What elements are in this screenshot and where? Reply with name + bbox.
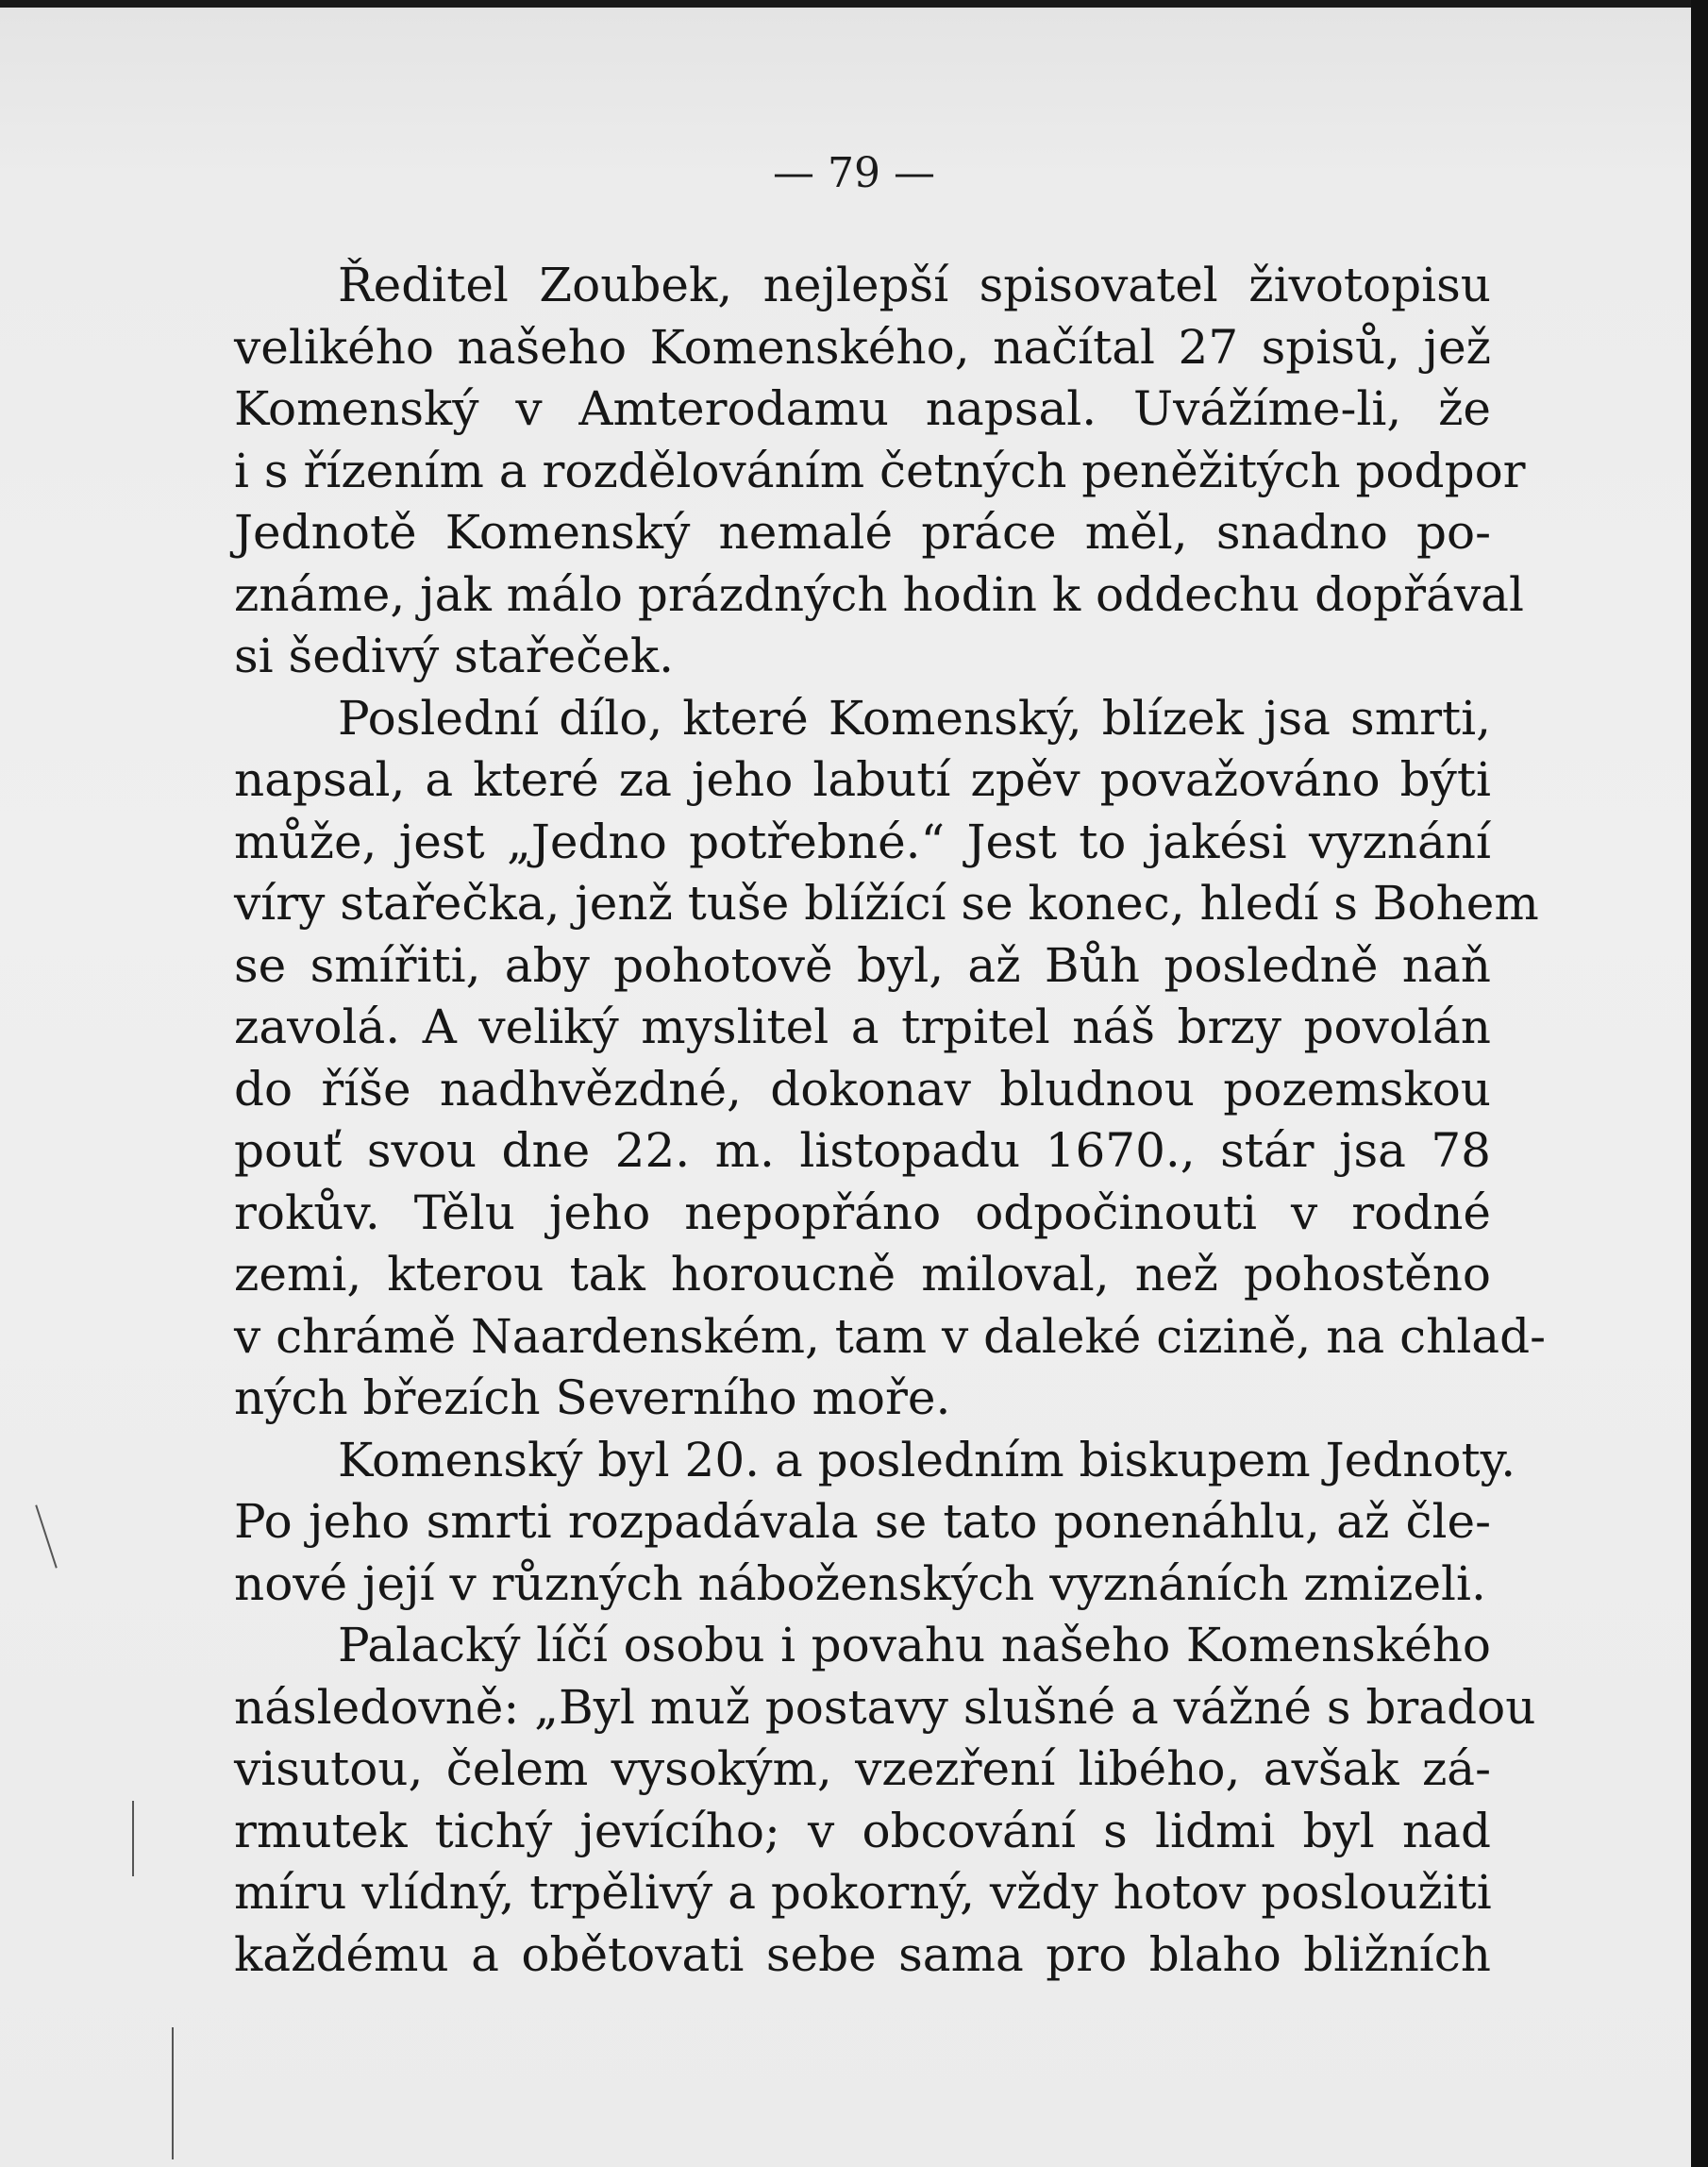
text-line: velikého našeho Komenského, načítal 27 spisů, jež: [234, 319, 1491, 375]
body-text: [234, 255, 1547, 1986]
text-line: víry stařečka, jenž tuše blížící se konec, hledí s Bohem: [234, 876, 1539, 931]
text-line: známe, jak málo prázdných hodin k oddechu dopřával: [234, 566, 1524, 622]
text-line: rmutek tichý jevícího; v obcování s lidmi byl nad: [234, 1803, 1491, 1858]
text-line: každému a obětovati sebe sama pro blaho bližních: [234, 1926, 1491, 1982]
text-line: Jednotě Komenský nemalé práce měl, snadno po-: [234, 505, 1491, 560]
scan-artifact: [132, 1801, 134, 1876]
scan-artifact: [35, 1504, 58, 1568]
text-line: se smířiti, aby pohotově byl, až Bůh posledně naň: [234, 937, 1491, 993]
text-line: do říše nadhvězdné, dokonav bludnou pozemskou: [234, 1061, 1491, 1117]
text-line: nové její v různých náboženských vyznáních zmizeli.: [234, 1555, 1486, 1611]
text-line: Komenský v Amterodamu napsal. Uvážíme-li, že: [234, 381, 1491, 436]
text-line: ných březích Severního moře.: [234, 1370, 951, 1425]
text-line: visutou, čelem vysokým, vzezření libého, avšak zá-: [234, 1741, 1491, 1796]
scan-artifact: [172, 2027, 174, 2159]
text-line: Komenský byl 20. a posledním biskupem Jednoty.: [338, 1432, 1516, 1487]
text-line: Poslední dílo, které Komenský, blízek jsa smrti,: [338, 690, 1491, 746]
page-number: — 79 —: [773, 149, 935, 197]
text-line: Po jeho smrti rozpadávala se tato ponenáhlu, až čle-: [234, 1494, 1491, 1549]
text-line: míru vlídný, trpělivý a pokorný, vždy hotov posloužiti: [234, 1865, 1492, 1920]
text-line: i s řízením a rozdělováním četných peněžitých podpor: [234, 443, 1526, 498]
text-line: zemi, kterou tak horoucně miloval, než pohostěno: [234, 1247, 1491, 1302]
text-line: napsal, a které za jeho labutí zpěv považováno býti: [234, 752, 1491, 807]
text-line: zavolá. A veliký myslitel a trpitel náš brzy povolán: [234, 1000, 1491, 1054]
text-line: si šedivý stařeček.: [234, 629, 675, 683]
text-line: rokův. Tělu jeho nepopřáno odpočinouti v rodné: [234, 1184, 1491, 1240]
text-line: Ředitel Zoubek, nejlepší spisovatel životopisu: [338, 258, 1491, 312]
text-line: v chrámě Naardenském, tam v daleké cizině, na chlad-: [234, 1308, 1547, 1364]
text-line: následovně: „Byl muž postavy slušné a vážné s bradou: [234, 1679, 1536, 1735]
text-line: může, jest „Jedno potřebné.“ Jest to jakési vyznání: [234, 814, 1491, 869]
text-line: Palacký líčí osobu i povahu našeho Komenského: [338, 1618, 1491, 1672]
page-edge: [1691, 0, 1708, 2167]
text-line: pouť svou dne 22. m. listopadu 1670., stár jsa 78: [234, 1123, 1491, 1178]
